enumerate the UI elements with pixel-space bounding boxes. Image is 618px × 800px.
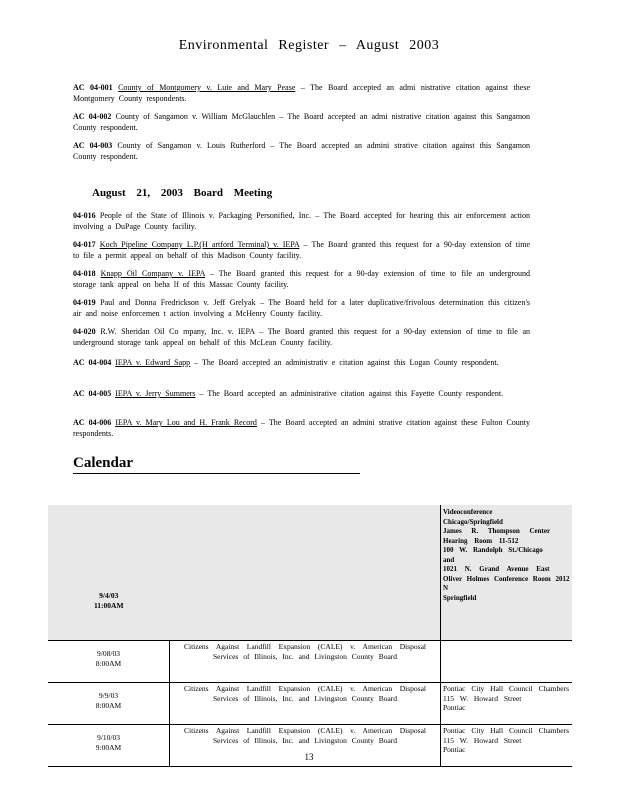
location-line: Oliver Holmes Conference Room 2012 N: [443, 574, 570, 592]
calendar-title: Calendar: [73, 455, 360, 474]
calendar-date-cell: [48, 641, 170, 683]
entry-party: IEPA v. Mary Lou and H. Frank Record: [115, 418, 257, 427]
calendar-header-row: [48, 505, 572, 641]
entry-text: – The Board accepted an administrative citation against this Fayette County respondent.: [199, 389, 504, 398]
location-line: Pontiac: [443, 703, 466, 712]
entry-party: County of Montgomery v. Luie and Mary Pease: [118, 83, 296, 92]
section-title: August 21, 2003 Board Meeting: [92, 187, 273, 199]
entry-ac-04-005: [73, 388, 530, 399]
calendar-case-cell: [170, 505, 441, 641]
entry-id: 04-017: [73, 240, 96, 249]
entry-04-017: [73, 239, 530, 261]
location-line: 100 W. Randolph St./Chicago: [443, 546, 543, 554]
calendar-case-cell: [170, 641, 441, 683]
entry-text: – The Board accepted an admini strative citation against this Sangamon County respondent.: [73, 141, 530, 161]
calendar-date: 9/08/03: [97, 649, 120, 658]
entry-id: 04-020: [73, 327, 96, 336]
entry-party: County of Sangamon v. Louis Rutherford: [117, 141, 266, 150]
entry-04-018: [73, 268, 530, 290]
location-line: Videoconference: [443, 508, 493, 516]
calendar-time: 8:00AM: [95, 658, 122, 668]
calendar-time: 9:00AM: [95, 742, 122, 752]
entry-ac-04-001: [73, 82, 530, 104]
entry-04-016: [73, 210, 530, 232]
location-line: James R. Thompson Center: [443, 527, 551, 535]
calendar-case: Citizens Against Landfill Expansion (CALE) v. American Disposal Services of Illinois, Inc. and Livingston County Board: [184, 684, 426, 703]
calendar-location-cell: [441, 505, 573, 641]
entry-text: – The Board accepted for hearing this air enforcement action involving a DuPage County facility.: [73, 211, 531, 231]
page-number: 13: [304, 752, 314, 762]
entry-party: Knapp Oil Company v. IEPA: [100, 269, 206, 278]
entry-id: 04-018: [73, 269, 96, 278]
entry-ac-04-004: [73, 357, 530, 368]
page-header-title: Environmental Register – August 2003: [178, 38, 440, 53]
calendar-time: 11:00AM: [93, 600, 124, 610]
entry-id: AC 04-003: [73, 141, 113, 150]
entry-party: IEPA v. Edward Sapp: [115, 358, 191, 367]
calendar-table: [48, 505, 572, 767]
location-line: Pontiac City Hall Council Chambers: [443, 726, 569, 735]
entry-text: – The Board granted this request for a 90-day extension of time to file an underground storage tank appeal on behalf of this McLean County facility.: [73, 327, 531, 347]
entry-party: Paul and Donna Fredrickson v. Jeff Grelyak: [100, 298, 256, 307]
calendar-date: 9/9/03: [98, 691, 119, 700]
calendar-case: Citizens Against Landfill Expansion (CALE) v. American Disposal Services of Illinois, Inc. and Livingston County Board: [184, 642, 426, 661]
calendar-row: [48, 683, 572, 725]
entry-party: R.W. Sheridan Oil Co mpany, Inc. v. IEPA: [100, 327, 255, 336]
calendar-location-cell: [441, 641, 573, 683]
entry-id: AC 04-002: [73, 112, 112, 121]
entry-text: – The Board accepted an admini strative citation against these Fulton County respondents.: [73, 418, 531, 438]
entry-ac-04-002: [73, 111, 530, 133]
calendar-date: 9/10/03: [97, 733, 120, 742]
entry-text: – The Board granted this request for a 90-day extension of time to file a permit appeal on behalf of this Madison County facility.: [73, 240, 530, 260]
entry-04-019: [73, 297, 530, 319]
entry-id: 04-019: [73, 298, 96, 307]
location-line: Pontiac: [443, 745, 466, 754]
entry-party: IEPA v. Jerry Summers: [115, 389, 196, 398]
location-line: Pontiac City Hall Council Chambers: [443, 684, 569, 693]
calendar-case: Citizens Against Landfill Expansion (CALE) v. American Disposal Services of Illinois, Inc. and Livingston County Board: [184, 726, 426, 745]
entry-id: 04-016: [73, 211, 96, 220]
entry-text: – The Board accepted an admi nistrative citation against this Sangamon County respondent.: [73, 112, 531, 132]
entry-id: AC 04-005: [73, 389, 112, 398]
entry-party: County of Sangamon v. William McGlauchlen: [115, 112, 276, 121]
entry-id: AC 04-004: [73, 358, 112, 367]
location-line: 115 W. Howard Street: [443, 735, 522, 745]
calendar-date-cell: [48, 683, 170, 725]
location-line: Chicago/Springfield: [443, 517, 503, 526]
calendar-location-cell: [441, 683, 573, 725]
calendar-row: [48, 641, 572, 683]
calendar-time: 8:00AM: [95, 700, 122, 710]
entry-party: Koch Pipeline Company L.P.(H artford Terminal) v. IEPA: [99, 240, 300, 249]
entry-ac-04-006: [73, 417, 530, 439]
calendar-date: 9/4/03: [99, 591, 119, 600]
location-line: and: [443, 555, 455, 564]
location-line: 115 W. Howard Street: [443, 693, 522, 703]
calendar-case-cell: [170, 683, 441, 725]
entry-text: – The Board accepted an admi nistrative citation against these Montgomery County respondents.: [73, 83, 530, 103]
entry-text: – The Board accepted an administrativ e citation against this Logan County respondent.: [194, 358, 499, 367]
entry-text: – The Board held for a later duplicative/frivolous determination this citizen's air and noise enforcemen t action involving a McHenry County facility.: [73, 298, 530, 318]
entry-id: AC 04-001: [73, 83, 113, 92]
location-line: Hearing Room 11-512: [443, 536, 519, 545]
entry-text: – The Board granted this request for a 90-day extension of time to file an underground storage tank appeal on beha lf of this Massac County facility.: [73, 269, 531, 289]
entry-party: People of the State of Illinois v. Packaging Personified, Inc.: [99, 211, 312, 220]
calendar-date-cell: [48, 505, 170, 641]
entry-id: AC 04-006: [73, 418, 112, 427]
location-line: Springfield: [443, 593, 477, 602]
location-line: 1021 N. Grand Avenue East: [443, 565, 550, 573]
entry-ac-04-003: [73, 140, 530, 162]
entry-04-020: [73, 326, 530, 348]
